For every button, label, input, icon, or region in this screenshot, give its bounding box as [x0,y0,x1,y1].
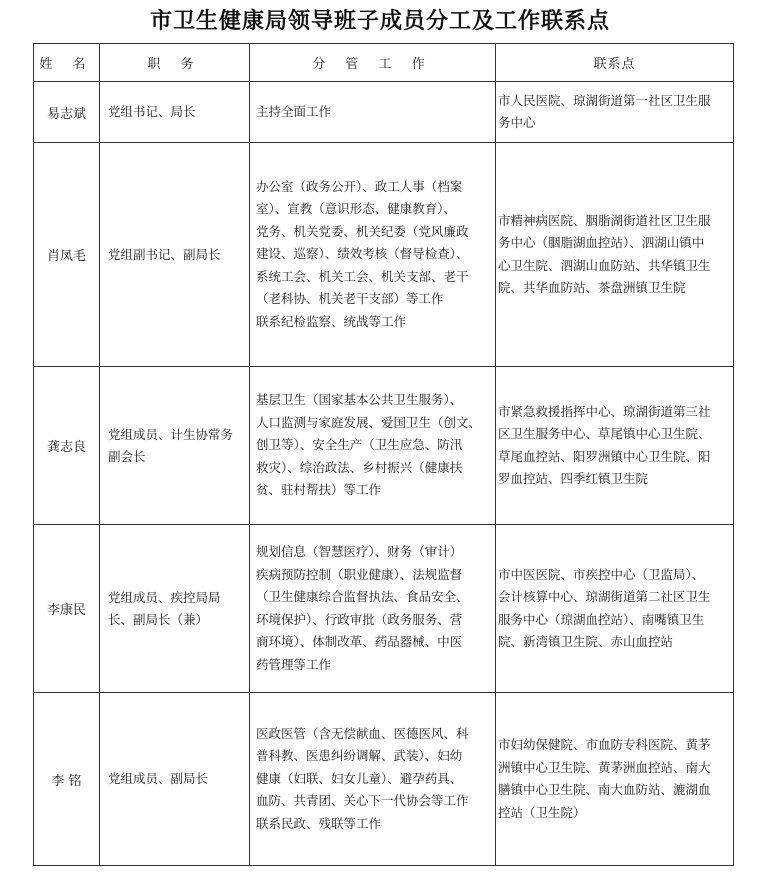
table-row [34,82,734,143]
member-duties-line: 联系纪检监察、统战等工作 [256,313,407,329]
member-contact-line: 会计核算中心、琼湖街道第二社区卫生 [498,589,711,604]
member-contact-line: 市精神病医院、胭脂湖街道社区卫生服 [498,212,711,228]
member-duties-line: 血防、共青团、关心下一代协会等工作 [256,793,469,809]
member-duties-line: 普科教、医患纠纷调解、武装）、妇幼 [256,748,463,764]
member-duties [250,143,496,367]
member-name-text: 龚志良 [46,440,86,455]
member-duties-line: 创卫等）、安全生产（卫生应急、防汛 [256,437,463,453]
member-duties-line: 疾病预防控制（职业健康）、法规监督 [256,566,463,582]
member-position-line: 党组成员、计生协常务 [108,426,234,442]
member-contact-line: 市人民医院、琼湖街道第一社区卫生服 [498,92,711,108]
member-duties [250,82,496,143]
member-contact [496,367,734,525]
member-contact-line: 膳镇中心卫生院、南大血防站、漉湖血 [498,782,711,797]
table-row [34,525,734,693]
member-duties-line: 人口监测与家庭发展、爱国卫生（创文、 [256,414,482,430]
member-duties-line: 健康（妇联、妇女儿童）、避孕药具、 [256,770,463,786]
member-duties-line: 联系民政、残联等工作 [256,815,382,831]
member-contact-line: 务中心（胭脂湖血控站）、泗湖山镇中 [498,235,705,250]
member-duties-line: 救灾）、综治政法、乡村振兴（健康扶 [256,459,463,475]
member-duties-line: 基层卫生（国家基本公共卫生服务）、 [256,392,463,408]
member-contact [496,525,734,693]
member-contact [496,143,734,367]
member-position [100,82,250,143]
member-duties-line: （卫生健康综合监督执法、食品安全、 [256,589,469,604]
header-position: 职 务 [100,44,250,82]
member-contact-line: 院、共华血防站、茶盘洲镇卫生院 [498,280,686,295]
member-contact-line: 草尾血控站、阳罗洲镇中心卫生院、阳 [498,448,711,464]
member-contact [496,693,734,866]
table-row [34,693,734,866]
member-name-text: 李 铭 [51,773,82,789]
member-name [34,82,100,143]
member-duties-line: 贫、驻村帮扶）等工作 [256,482,382,498]
member-position-line: 党组副书记、副局长 [108,246,221,262]
table-header-row [34,44,734,82]
member-duties-line: 药管理等工作 [256,656,332,672]
member-contact-line: 控站（卫生院） [498,804,586,820]
member-contact-line: 院、新湾镇卫生院、赤山血控站 [498,634,674,649]
member-position [100,693,250,866]
member-contact-line: 服务中心（琼湖血控站）、南嘴镇卫生 [498,611,705,627]
member-duties-line: 环境保护）、行政审批（政务服务、营 [256,611,463,627]
table-row [34,143,734,367]
member-position [100,525,250,693]
member-position [100,367,250,525]
member-contact-line: 区卫生服务中心、草尾镇中心卫生院、 [498,426,711,441]
member-name [34,367,100,525]
member-position-line: 副会长 [108,448,146,464]
member-name [34,143,100,367]
member-duties-line: 党务、机关党委、机关纪委（党风廉政 [256,223,469,239]
member-name [34,525,100,693]
member-duties [250,367,496,525]
table-row [34,367,734,525]
member-position [100,143,250,367]
member-position-line: 党组书记、局长 [108,104,196,119]
member-duties-line: 规划信息（智慧医疗）、财务（审计） [256,544,463,559]
member-contact-line: 心卫生院、泗湖山血防站、共华镇卫生 [498,257,711,273]
member-position-line: 长、副局长（兼） [108,611,209,627]
member-name-text: 李康民 [46,603,86,618]
member-duties [250,525,496,693]
leadership-table [33,43,734,866]
member-duties-line: 主持全面工作 [256,103,332,119]
member-contact-line: 市中医医院、市疾控中心（卫监局）、 [498,566,705,582]
member-contact-line: 市妇幼保健院、市血防专科医院、黄茅 [498,737,711,752]
member-contact [496,82,734,143]
member-contact-line: 罗血控站、四季红镇卫生院 [498,471,649,486]
member-duties-line: 医政医管（含无偿献血、医德医风、科 [256,725,469,741]
member-name [34,693,100,866]
member-duties [250,693,496,866]
member-duties-line: 系统工会、机关工会、机关支部、老干 [256,268,469,284]
header-name: 姓 名 [34,44,100,82]
page-title: 市卫生健康局领导班子成员分工及工作联系点 [149,8,610,34]
member-name-text: 肖凤毛 [46,249,86,264]
member-contact-line: 市紧急救援指挥中心、琼湖街道第三社 [498,403,711,419]
member-position-line: 党组成员、副局长 [108,771,209,786]
member-duties-line: （老科协、机关老干支部）等工作 [256,291,444,307]
member-duties-line: 室）、宣教（意识形态、健康教育）、 [256,201,457,217]
header-duties: 分 管 工 作 [250,44,496,82]
member-contact-line: 务中心 [498,115,536,130]
member-duties-line: 商环境）、体制改革、药品器械、中医 [256,634,463,649]
member-duties-line: 建设、巡察）、绩效考核（督导检查）、 [256,246,469,262]
member-duties-line: 办公室（政务公开）、政工人事（档案 [256,178,463,194]
member-position-line: 党组成员、疾控局局 [108,589,221,605]
header-contact: 联系点 [496,44,734,82]
member-name-text: 易志斌 [46,106,86,122]
member-contact-line: 洲镇中心卫生院、黄茅洲血控站、南大 [498,759,711,775]
